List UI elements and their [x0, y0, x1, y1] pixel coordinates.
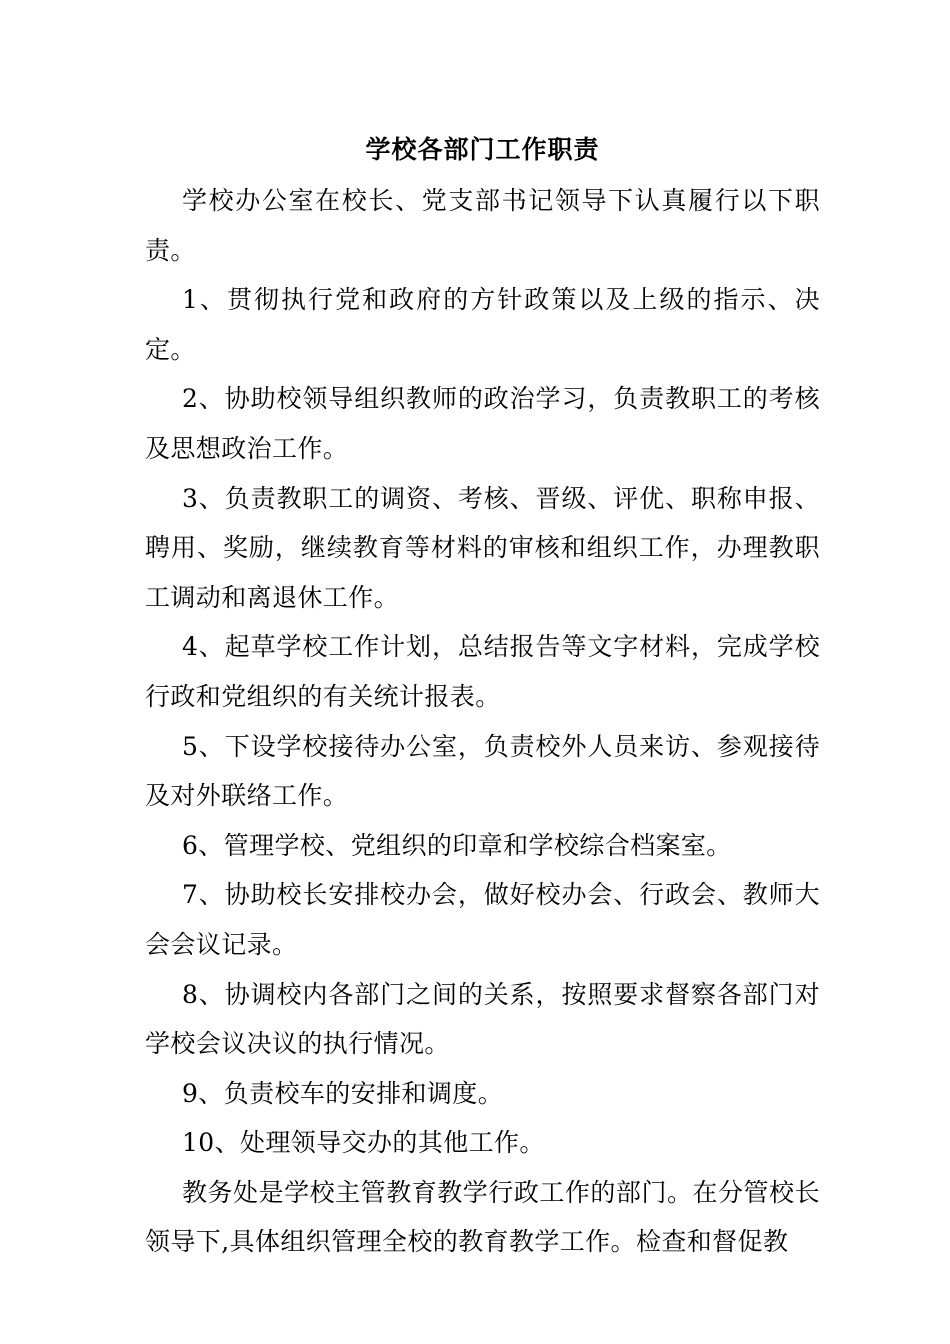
document-page — [145, 126, 820, 1267]
paragraph-item-10: 10、处理领导交办的其他工作。 — [182, 1128, 545, 1158]
paragraph-item-6: 6、管理学校、党组织的印章和学校综合档案室。 — [182, 830, 732, 860]
paragraph-item-2: 2、协助校领导组织教师的政治学习，负责教职工的考核及思想政治工作。 — [145, 384, 820, 463]
paragraph-item-1: 1、贯彻执行党和政府的方针政策以及上级的指示、决定。 — [145, 285, 820, 364]
paragraph-academic-affairs: 教务处是学校主管教育教学行政工作的部门。在分管校长领导下,具体组织管理全校的教育教学工作。检查和督促教 — [145, 1177, 820, 1257]
paragraph-intro: 学校办公室在校长、党支部书记领导下认真履行以下职责。 — [145, 186, 820, 265]
paragraph-item-3: 3、负责教职工的调资、考核、晋级、评优、职称申报、聘用、奖励，继续教育等材料的审核和组织工作，办理教职工调动和离退休工作。 — [145, 483, 820, 612]
paragraph-item-7: 7、协助校长安排校办会，做好校办会、行政会、教师大会会议记录。 — [145, 880, 820, 959]
paragraph-item-8: 8、协调校内各部门之间的关系，按照要求督察各部门对学校会议决议的执行情况。 — [145, 979, 820, 1059]
paragraph-item-4: 4、起草学校工作计划，总结报告等文字材料，完成学校行政和党组织的有关统计报表。 — [145, 632, 820, 711]
paragraph-item-5: 5、下设学校接待办公室，负责校外人员来访、参观接待及对外联络工作。 — [145, 731, 820, 811]
paragraph-item-9: 9、负责校车的安排和调度。 — [182, 1078, 504, 1108]
document-title: 学校各部门工作职责 — [365, 135, 600, 164]
